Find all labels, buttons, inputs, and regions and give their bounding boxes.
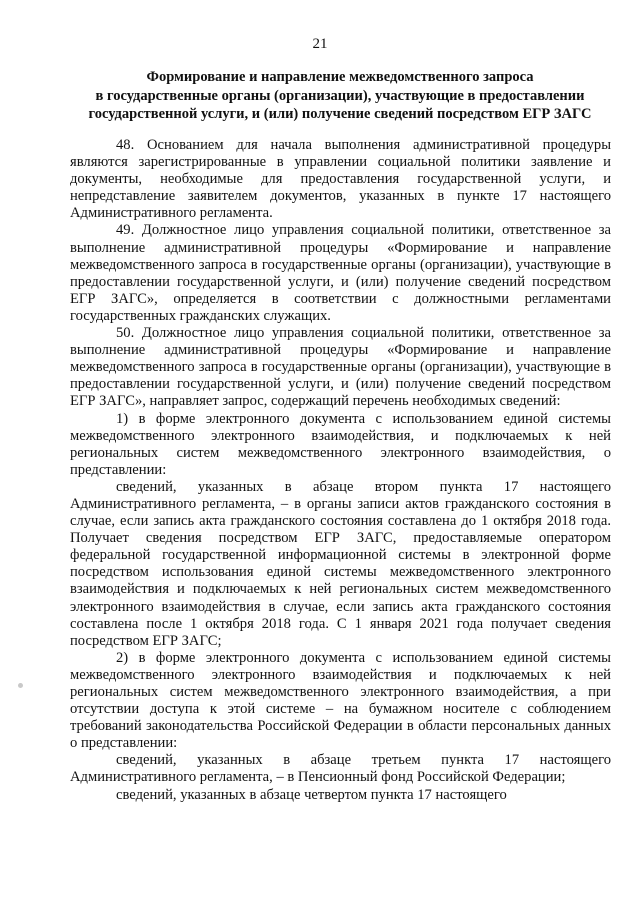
- list-item-2-detail: сведений, указанных в абзаце четвертом пункта 17 настоящего: [116, 786, 507, 803]
- heading-line: Формирование и направление межведомственного запроса: [146, 69, 534, 85]
- page-number: 21: [312, 36, 328, 52]
- heading-line: государственной услуги, и (или) получение сведений посредством ЕГР ЗАГС: [88, 106, 592, 122]
- list-item-2-detail: сведений, указанных в абзаце третьем пункта 17 настоящего Административного регламента, – в Пенсионный фонд Российской Федерации;: [70, 752, 611, 786]
- heading-line: в государственные органы (организации), участвующие в предоставлении: [95, 87, 585, 104]
- list-item-1-detail: сведений, указанных в абзаце втором пункта 17 настоящего Административного регламента, – в органы записи актов гражданского состояния в случае, если запись акта гражданского состояния составлена до 1 октября 2018 года. Получает сведения посредством ЕГР ЗАГС, предоставляемые оператором федеральной государственной информационной системы в электронной форме посредством использования единой системы межведомственного электронного взаимодействия и подключаемых к ней региональных систем межведомственного электронного взаимодействия в случае, если запись акта гражданского состояния составлена после 1 октября 2018 года. С 1 января 2021 года получает сведения посредством ЕГР ЗАГС;: [70, 478, 611, 649]
- paragraph-50: 50. Должностное лицо управления социальной политики, ответственное за выполнение административной процедуры «Формирование и направление межведомственного запроса в государственные органы (организации), участвующие в предоставлении государственной услуги, и (или) получение сведений посредством ЕГР ЗАГС», направляет запрос, содержащий перечень необходимых сведений:: [70, 325, 611, 410]
- section-heading: [70, 68, 610, 124]
- scan-dot: [18, 683, 23, 688]
- paragraph-48: 48. Основанием для начала выполнения административной процедуры являются зарегистрированные в управлении социальной политики заявление и документы, необходимые для предоставления государственной услуги, и непредставление заявителем документов, указанных в пункте 17 настоящего Административного регламента.: [70, 137, 611, 222]
- body-text: [70, 137, 611, 804]
- paragraph-49: 49. Должностное лицо управления социальной политики, ответственное за выполнение административной процедуры «Формирование и направление межведомственного запроса в государственные органы (организации), участвующие в предоставлении государственной услуги, и (или) получение сведений посредством ЕГР ЗАГС», определяется в соответствии с должностными регламентами государственных гражданских служащих.: [70, 222, 611, 324]
- list-item-2: 2) в форме электронного документа с использованием единой системы межведомственного электронного взаимодействия и подключаемых к ней региональных систем межведомственного электронного взаимодействия, а при отсутствии доступа к этой системе – на бумажном носителе с соблюдением требований законодательства Российской Федерации в области персональных данных о представлении:: [70, 649, 611, 752]
- list-item-1: 1) в форме электронного документа с использованием единой системы межведомственного электронного взаимодействия, и подключаемых к ней региональных систем межведомственного электронного взаимодействия, о представлении:: [70, 410, 611, 478]
